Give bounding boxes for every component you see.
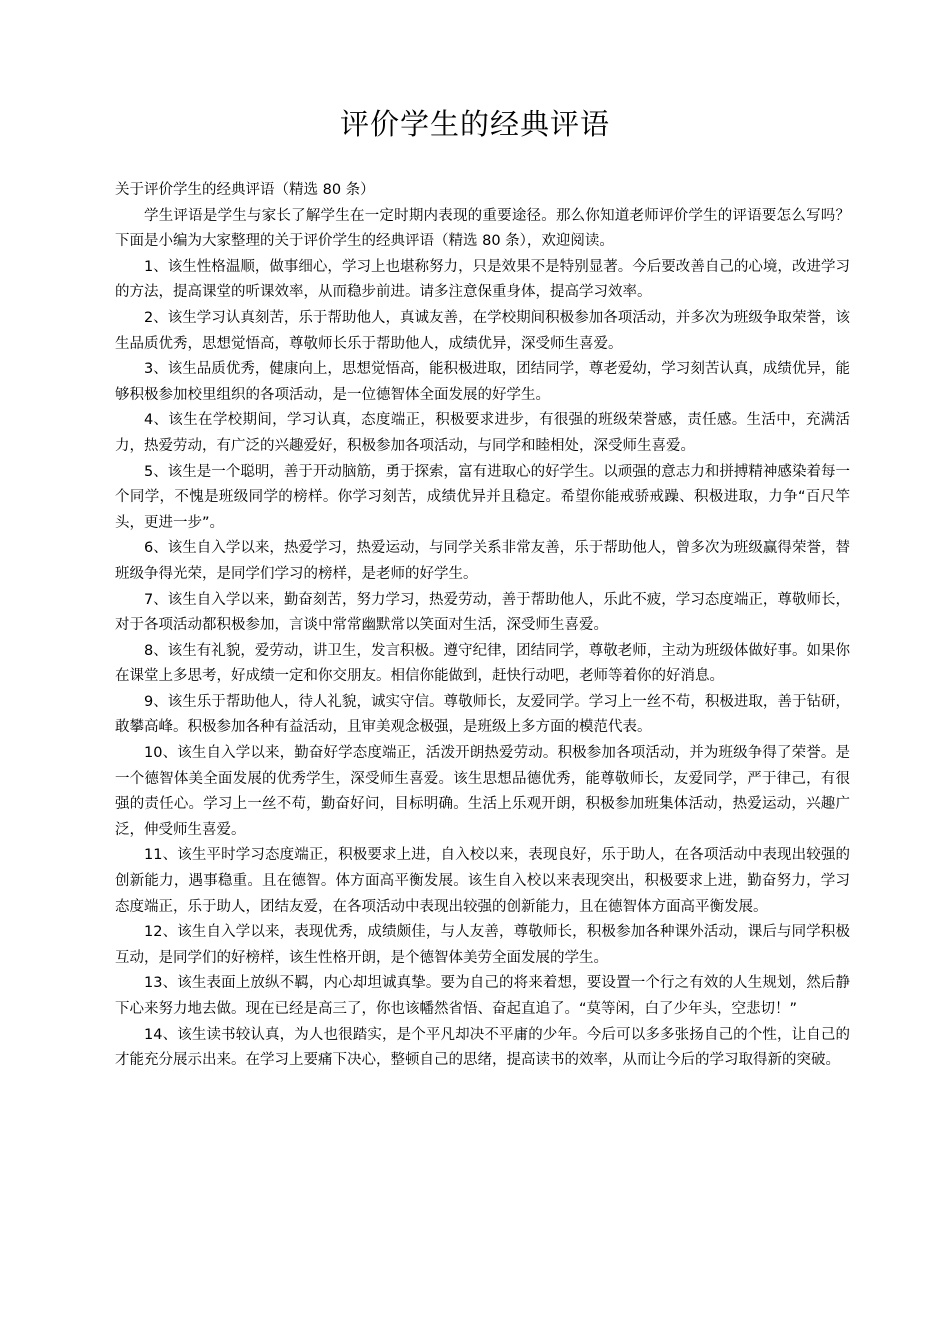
comment-paragraph: 13、该生表面上放纵不羁，内心却坦诚真挚。要为自己的将来着想，要设置一个行之有效的人生规划，然后静下心来努力地去做。现在已经是高三了，你也该幡然省悟、奋起直追了。“莫等闲，白了少年头，空悲切！” bbox=[115, 975, 850, 1017]
document-subtitle: 关于评价学生的经典评语（精选 80 条） bbox=[115, 182, 375, 198]
comment-paragraph: 9、该生乐于帮助他人，待人礼貌，诚实守信。尊敬师长，友爱同学。学习上一丝不苟，积极进取，善于钻研，敢攀高峰。积极参加各种有益活动，且审美观念极强，是班级上多方面的模范代表。 bbox=[115, 693, 850, 736]
comment-paragraph: 2、该生学习认真刻苦，乐于帮助他人，真诚友善，在学校期间积极参加各项活动，并多次为班级争取荣誉，该生品质优秀，思想觉悟高，尊敬师长乐于帮助他人，成绩优异，深受师生喜爱。 bbox=[115, 309, 850, 352]
comment-paragraph: 7、该生自入学以来，勤奋刻苦，努力学习，热爱劳动，善于帮助他人，乐此不疲，学习态度端正，尊敬师长，对于各项活动都积极参加，言谈中常常幽默常以笑面对生活，深受师生喜爱。 bbox=[115, 591, 850, 634]
comment-paragraph: 14、该生读书较认真，为人也很踏实，是个平凡却决不平庸的少年。今后可以多多张扬自己的个性，让自己的才能充分展示出来。在学习上要痛下决心，整顿自己的思绪，提高读书的效率，从而让今后的学习取得新的突破。 bbox=[115, 1026, 850, 1069]
intro-paragraph: 学生评语是学生与家长了解学生在一定时期内表现的重要途径。那么你知道老师评价学生的评语要怎么写吗？下面是小编为大家整理的关于评价学生的经典评语（精选 80 条），欢迎阅读。 bbox=[115, 207, 850, 250]
comment-paragraph: 11、该生平时学习态度端正，积极要求上进，自入校以来，表现良好，乐于助人，在各项活动中表现出较强的创新能力，遇事稳重。且在德智。体方面高平衡发展。该生自入校以来表现突出，积极要求上进，勤奋努力，学习态度端正，乐于助人，团结友爱，在各项活动中表现出较强的创新能力，且在德智体方面高平衡发展。 bbox=[115, 847, 850, 915]
comment-paragraph: 1、该生性格温顺，做事细心，学习上也堪称努力，只是效果不是特别显著。今后要改善自己的心境，改进学习的方法，提高课堂的听课效率，从而稳步前进。请多注意保重身体，提高学习效率。 bbox=[115, 258, 850, 301]
comment-paragraph: 10、该生自入学以来，勤奋好学态度端正，活泼开朗热爱劳动。积极参加各项活动，并为班级争得了荣誉。是一个德智体美全面发展的优秀学生，深受师生喜爱。该生思想品德优秀，能尊敬师长，友爱同学，严于律己，有很强的责任心。学习上一丝不苟，勤奋好问，目标明确。生活上乐观开朗，积极参加班集体活动，热爱运动，兴趣广泛，伸受师生喜爱。 bbox=[115, 745, 850, 838]
comment-paragraph: 12、该生自入学以来，表现优秀，成绩颇佳，与人友善，尊敬师长，积极参加各种课外活动，课后与同学积极互动，是同学们的好榜样，该生性格开朗，是个德智体美劳全面发展的学生。 bbox=[115, 924, 850, 966]
comment-paragraph: 3、该生品质优秀，健康向上，思想觉悟高，能积极进取，团结同学，尊老爱幼，学习刻苦认真，成绩优异，能够积极参加校里组织的各项活动，是一位德智体全面发展的好学生。 bbox=[115, 361, 850, 403]
document-body bbox=[115, 178, 850, 1074]
comment-paragraph: 5、该生是一个聪明，善于开动脑筋，勇于探索，富有进取心的好学生。以顽强的意志力和拼搏精神感染着每一个同学，不愧是班级同学的榜样。你学习刻苦，成绩优异并且稳定。希望你能戒骄戒躁、积极进取，力争“百尺竿头，更进一步”。 bbox=[115, 463, 850, 531]
document-title: 评价学生的经典评语 bbox=[339, 107, 610, 141]
comment-paragraph: 4、该生在学校期间，学习认真，态度端正，积极要求进步，有很强的班级荣誉感，责任感。生活中，充满活力，热爱劳动，有广泛的兴趣爱好，积极参加各项活动，与同学和睦相处，深受师生喜爱。 bbox=[115, 412, 850, 454]
comment-paragraph: 8、该生有礼貌，爱劳动，讲卫生，发言积极。遵守纪律，团结同学，尊敬老师，主动为班级体做好事。如果你在课堂上多思考，好成绩一定和你交朋友。相信你能做到，赶快行动吧，老师等着你的好消息。 bbox=[115, 642, 850, 685]
comment-paragraph: 6、该生自入学以来，热爱学习，热爱运动，与同学关系非常友善，乐于帮助他人，曾多次为班级赢得荣誉，替班级争得光荣，是同学们学习的榜样，是老师的好学生。 bbox=[115, 540, 850, 582]
